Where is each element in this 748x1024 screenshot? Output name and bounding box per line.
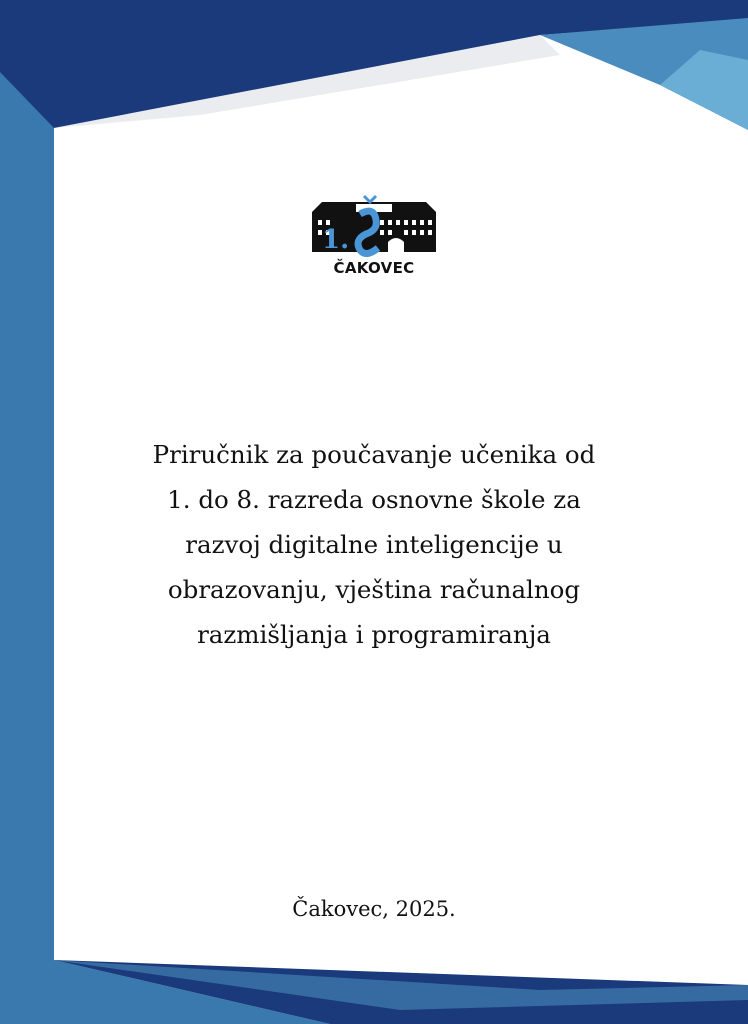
title-line: razvoj digitalne inteligencije u (185, 530, 563, 559)
title-line: razmišljanja i programiranja (197, 620, 551, 649)
svg-text:1.: 1. (322, 225, 350, 255)
left-band-mid (0, 60, 54, 1024)
title-line: obrazovanju, vještina računalnog (167, 575, 581, 604)
place-and-year: Čakovec, 2025. (292, 897, 456, 921)
school-logo (308, 190, 440, 282)
title-line: 1. do 8. razreda osnovne škole za (167, 485, 581, 514)
logo-caption: ČAKOVEC (333, 259, 415, 277)
document-title (90, 432, 658, 657)
title-line: Priručnik za poučavanje učenika od (152, 440, 596, 469)
